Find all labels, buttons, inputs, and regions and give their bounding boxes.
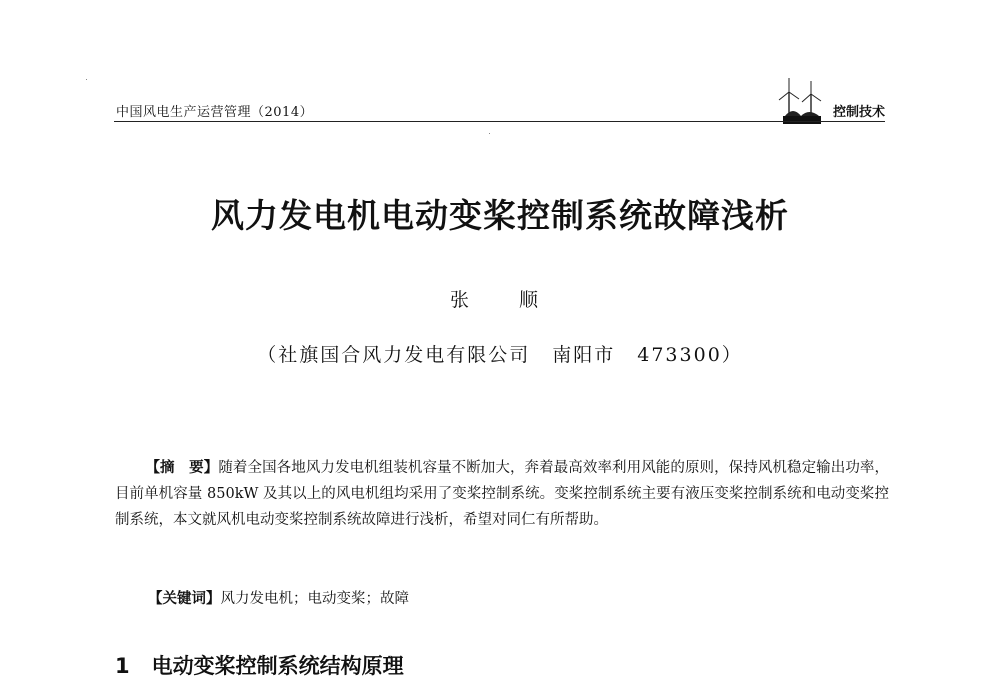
keywords-text: 风力发电机；电动变桨；故障 bbox=[220, 591, 409, 607]
section-title: 电动变桨控制系统结构原理 bbox=[151, 654, 404, 678]
abstract-label: 【摘 要】 bbox=[145, 459, 219, 476]
column-name: 控制技术 bbox=[832, 105, 885, 120]
section-number: 1 bbox=[115, 654, 130, 678]
wind-turbine-logo-icon bbox=[775, 72, 825, 124]
section-heading bbox=[115, 650, 404, 680]
paper-title: 风力发电机电动变桨控制系统故障浅析 bbox=[211, 196, 789, 235]
affiliation-city: 南阳市 bbox=[552, 344, 616, 366]
header-divider bbox=[114, 121, 885, 122]
scan-speck bbox=[86, 79, 87, 80]
keywords bbox=[148, 587, 409, 608]
scan-speck bbox=[489, 133, 490, 134]
affiliation bbox=[0, 340, 1000, 367]
abstract bbox=[115, 455, 889, 533]
affiliation-postcode: 473300） bbox=[637, 344, 743, 366]
abstract-text: 随着全国各地风力发电机组装机容量不断加大，奔着最高效率利用风能的原则，保持风机稳定输出功率，目前单机容量 850kW 及其以上的风电机组均采用了变桨控制系统。变桨控制系统主要有液压变桨控制系统和电动变桨控制系统，本文就风机电动变桨控制系统故障进行浅析，希望对同仁有所帮助。 bbox=[115, 460, 889, 528]
keywords-label: 【关键词】 bbox=[148, 590, 221, 607]
affiliation-org: （社旗国合风力发电有限公司 bbox=[257, 344, 531, 366]
journal-name: 中国风电生产运营管理（2014） bbox=[116, 105, 314, 120]
author-name: 张 顺 bbox=[449, 289, 561, 311]
